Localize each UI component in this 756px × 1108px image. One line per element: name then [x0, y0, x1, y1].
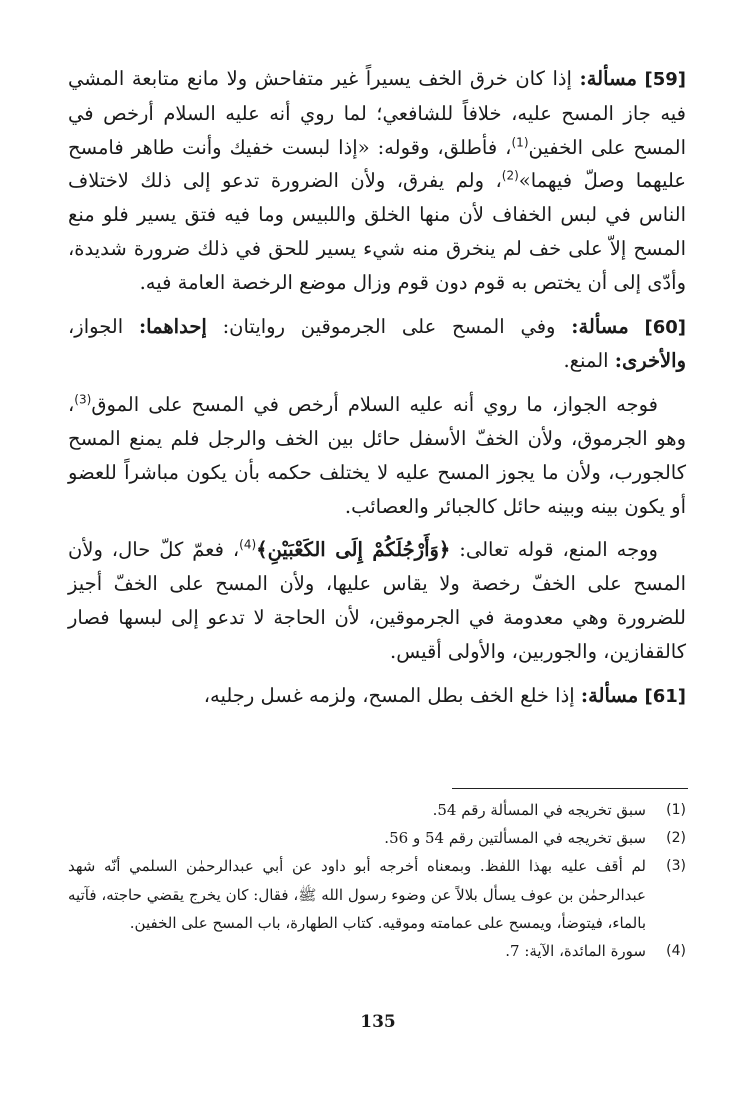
- footnote-ref-4[interactable]: (4): [239, 537, 257, 552]
- permission-text-a: فوجه الجواز، ما روي أنه عليه السلام أرخص في المسح على الموق: [91, 393, 658, 417]
- issue-label: مسألة:: [580, 683, 639, 707]
- issue-60-text-b: الجواز،: [68, 314, 139, 338]
- prohibition-paragraph: [68, 533, 686, 668]
- issue-number: [59]: [644, 69, 687, 90]
- prohibition-text-a: ووجه المنع، قوله تعالى:: [450, 538, 658, 562]
- footnote-number: (2): [666, 830, 686, 847]
- footnote-text: سورة المائدة، الآية: 7.: [505, 942, 646, 961]
- footnote-text: لم أقف عليه بهذا اللفظ. وبمعناه أخرجه أبو داود عن أبي عبدالرحمٰن السلمي أنّه شهد عبدالرحمٰن بن عوف يسأل بلالاً عن وضوء رسول الله ﷺ، فقال: كان يخرج يقضي حاجته، فآتيه بالماء، فيتوضأ، ويمسح على عمامته وموقيه. كتاب الطهارة، باب المسح على الخفين.: [68, 857, 646, 932]
- issue-61-paragraph: [68, 679, 686, 714]
- issue-number: [60]: [644, 316, 686, 338]
- footnote-ref-3[interactable]: (3): [74, 392, 92, 407]
- footnote: [68, 937, 686, 965]
- footnote-number: (4): [666, 943, 686, 960]
- issue-60-text-c: المنع.: [563, 349, 615, 373]
- permission-paragraph: [68, 388, 686, 523]
- footnote-number: (1): [666, 802, 686, 818]
- footnotes: [68, 796, 686, 965]
- issue-60-paragraph: [68, 310, 686, 379]
- first-narration-label: إحداهما:: [138, 314, 207, 338]
- footnote: [68, 852, 686, 937]
- footnote: [68, 824, 686, 852]
- footnote-ref-1[interactable]: (1): [511, 135, 529, 150]
- footnote-divider: [452, 788, 688, 789]
- issue-59-paragraph: [68, 62, 686, 300]
- issue-59-text-c: ، ولم يفرق، ولأن الضرورة تدعو إلى ذلك لاختلاف الناس في لبس الخفاف لأن منها الخلق واللبيس وما فيه فتق يسير فلو منع المسح إلاّ على خف لم ينخرق منه شيء يسير للحق في ذلك ضرورة شديدة، وأدّى إلى أن يختص به قوم دون قوم وزال موضع الرخصة العامة فيه.: [68, 169, 686, 294]
- footnote: [68, 796, 686, 824]
- other-narration-label: والأخرى:: [614, 349, 686, 373]
- issue-label: مسألة:: [579, 67, 637, 90]
- footnote-text: سبق تخريجه في المسألة رقم 54.: [432, 801, 646, 819]
- footnote-text: سبق تخريجه في المسألتين رقم 54 و 56.: [384, 829, 646, 848]
- footnote-number: (3): [666, 858, 686, 875]
- issue-59-text-b: ، فأطلق، وقوله: «إذا لبست خفيك وأنت طاهر فامسح عليهما وصلّ فيهما»: [68, 135, 686, 193]
- footnote-ref-2[interactable]: (2): [501, 168, 519, 183]
- page-number: 135: [360, 1012, 396, 1032]
- issue-59-text-a: إذا كان خرق الخف يسيراً غير متفاحش ولا مانع متابعة المشي فيه جاز المسح عليه، خلافاً للشافعي؛ لما روي أنه عليه السلام أرخص في المسح على الخفين: [68, 67, 686, 159]
- issue-label: مسألة:: [571, 314, 629, 338]
- permission-text-b: ، وهو الجرموق، ولأن الخفّ الأسفل حائل بين الخف والرجل فلم يمنع المسح كالجورب، ولأن ما يجوز المسح عليه لا يختلف حكمه بأن يكون مباشراً للعضو أو يكون بينه وبينه حائل كالجبائر والعصائب.: [68, 393, 686, 518]
- issue-60-text-a: وفي المسح على الجرموقين روايتان:: [206, 314, 572, 338]
- issue-61-text: إذا خلع الخف بطل المسح، ولزمه غسل رجليه،: [203, 683, 581, 707]
- main-text: [68, 62, 686, 713]
- prohibition-text-b: ، فعمّ كلّ حال، ولأن المسح على الخفّ رخصة ولا يقاس عليها، ولأن المسح على الخفّ أجيز للضرورة وهي معدومة في الجرموقين، لأن الحاجة لا تدعو إلى لبسها فصار كالقفازين، والجوربين، والأولى أقيس.: [68, 538, 686, 663]
- issue-number: [61]: [644, 685, 686, 707]
- quran-verse: ﴿وَأَرْجُلَكُمْ إِلَى الكَعْبَيْنِ﴾: [256, 538, 451, 562]
